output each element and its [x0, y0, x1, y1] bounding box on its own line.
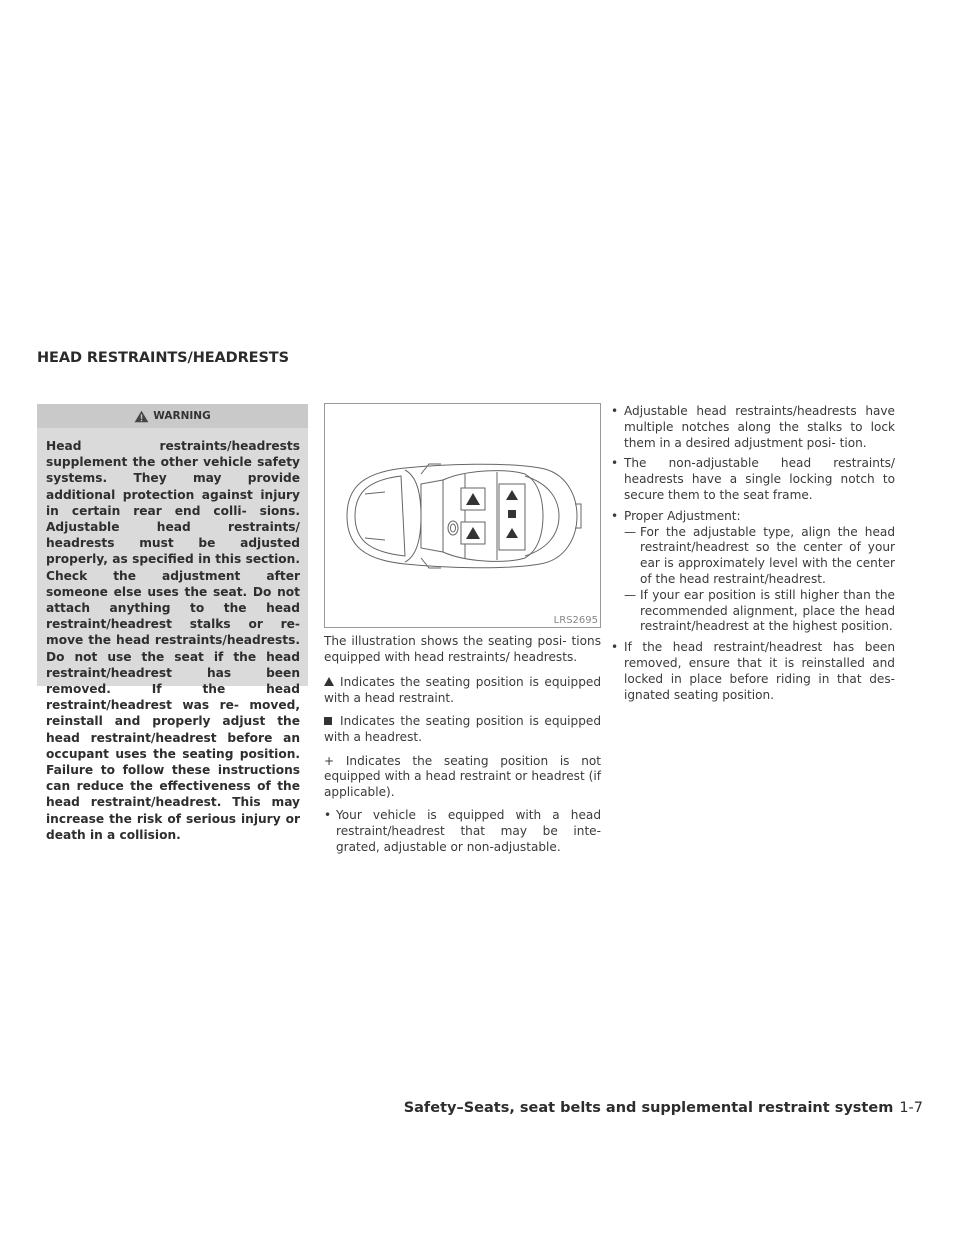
intro-paragraph: The illustration shows the seating posi- tions equipped with head restraints/ headrests. [324, 634, 601, 664]
list-item [611, 404, 895, 451]
figure-code: LRS2695 [553, 615, 598, 626]
sub-list-item-text: For the adjustable type, align the head restraint/headrest so the center of your ear is approximately level with the center of the head restraint/headrest. [640, 524, 895, 586]
bullet-mark: • [324, 808, 332, 823]
dash-mark: — [624, 524, 637, 539]
column-two [324, 634, 601, 855]
sub-list-item-text: If your ear position is still higher than the recommended alignment, place the head restraint/headrest at the highest position. [640, 587, 895, 634]
square-text: Indicates the seating position is equipped with a headrest. [324, 714, 601, 744]
list-item [611, 456, 895, 503]
list-item-text: If the head restraint/headrest has been removed, ensure that it is reinstalled and locked in place before riding in that des- ignated seating position. [624, 640, 895, 702]
square-icon [324, 717, 332, 725]
page-footer [404, 1100, 923, 1116]
list-item-text: Adjustable head restraints/headrests have multiple notches along the stalks to lock them in a desired adjustment posi- tion. [624, 404, 895, 450]
section-title: HEAD RESTRAINTS/HEADRESTS [37, 350, 289, 366]
sub-list-item [624, 525, 895, 588]
bullet-mark: • [611, 640, 619, 655]
bullet-mark: • [611, 456, 619, 471]
list-item [611, 640, 895, 703]
sub-list-item [624, 588, 895, 635]
dash-mark: — [624, 587, 637, 602]
plus-paragraph: + Indicates the seating position is not equipped with a head restraint or headrest (if applicable). [324, 753, 601, 799]
list-item-text: Proper Adjustment: [624, 508, 741, 523]
bullet-mark: • [611, 508, 619, 523]
warning-box [37, 404, 308, 842]
triangle-icon [324, 677, 334, 686]
list-item-text: Your vehicle is equipped with a head restraint/headrest that may be inte- grated, adjustable or non-adjustable. [336, 808, 601, 854]
page-number: 1-7 [899, 1100, 923, 1116]
triangle-paragraph [324, 675, 601, 706]
bullet-mark: • [611, 404, 619, 418]
column-three [611, 404, 895, 708]
warning-text: Head restraints/headrests supplement the other vehicle safety systems. They may provide additional protection against injury in certain rear end colli- sions. Adjustable head restraints/ headrests must be adjusted properly, as specified in this section. Check the adjustment after someone else uses the seat. Do not attach anything to the head restraint/headrest stalks or re- move the head restraints/headrests. Do not use the seat if the head restraint/headrest has been removed. If the head restraint/headrest was re- moved, reinstall and properly adjust the head restraint/headrest before an occupant uses the seating position. Failure to follow these instructions can reduce the effectiveness of the head restraint/headrest. This may increase the risk of serious injury or death in a collision. [46, 439, 300, 842]
warning-label: WARNING [153, 410, 211, 422]
car-top-view-illustration [325, 404, 600, 627]
square-paragraph [324, 714, 601, 745]
footer-title: Safety–Seats, seat belts and supplemental restraint system [403, 1100, 894, 1116]
list-item [611, 509, 895, 525]
list-item [324, 808, 601, 855]
triangle-text: Indicates the seating position is equipped with a head restraint. [324, 675, 601, 705]
warning-header [37, 404, 308, 428]
list-item-text: The non-adjustable head restraints/ headrests have a single locking notch to secure them to the seat frame. [624, 456, 895, 502]
warning-icon [134, 410, 149, 423]
seat-marker-square-rear-center [508, 510, 516, 518]
seating-illustration [324, 403, 601, 628]
